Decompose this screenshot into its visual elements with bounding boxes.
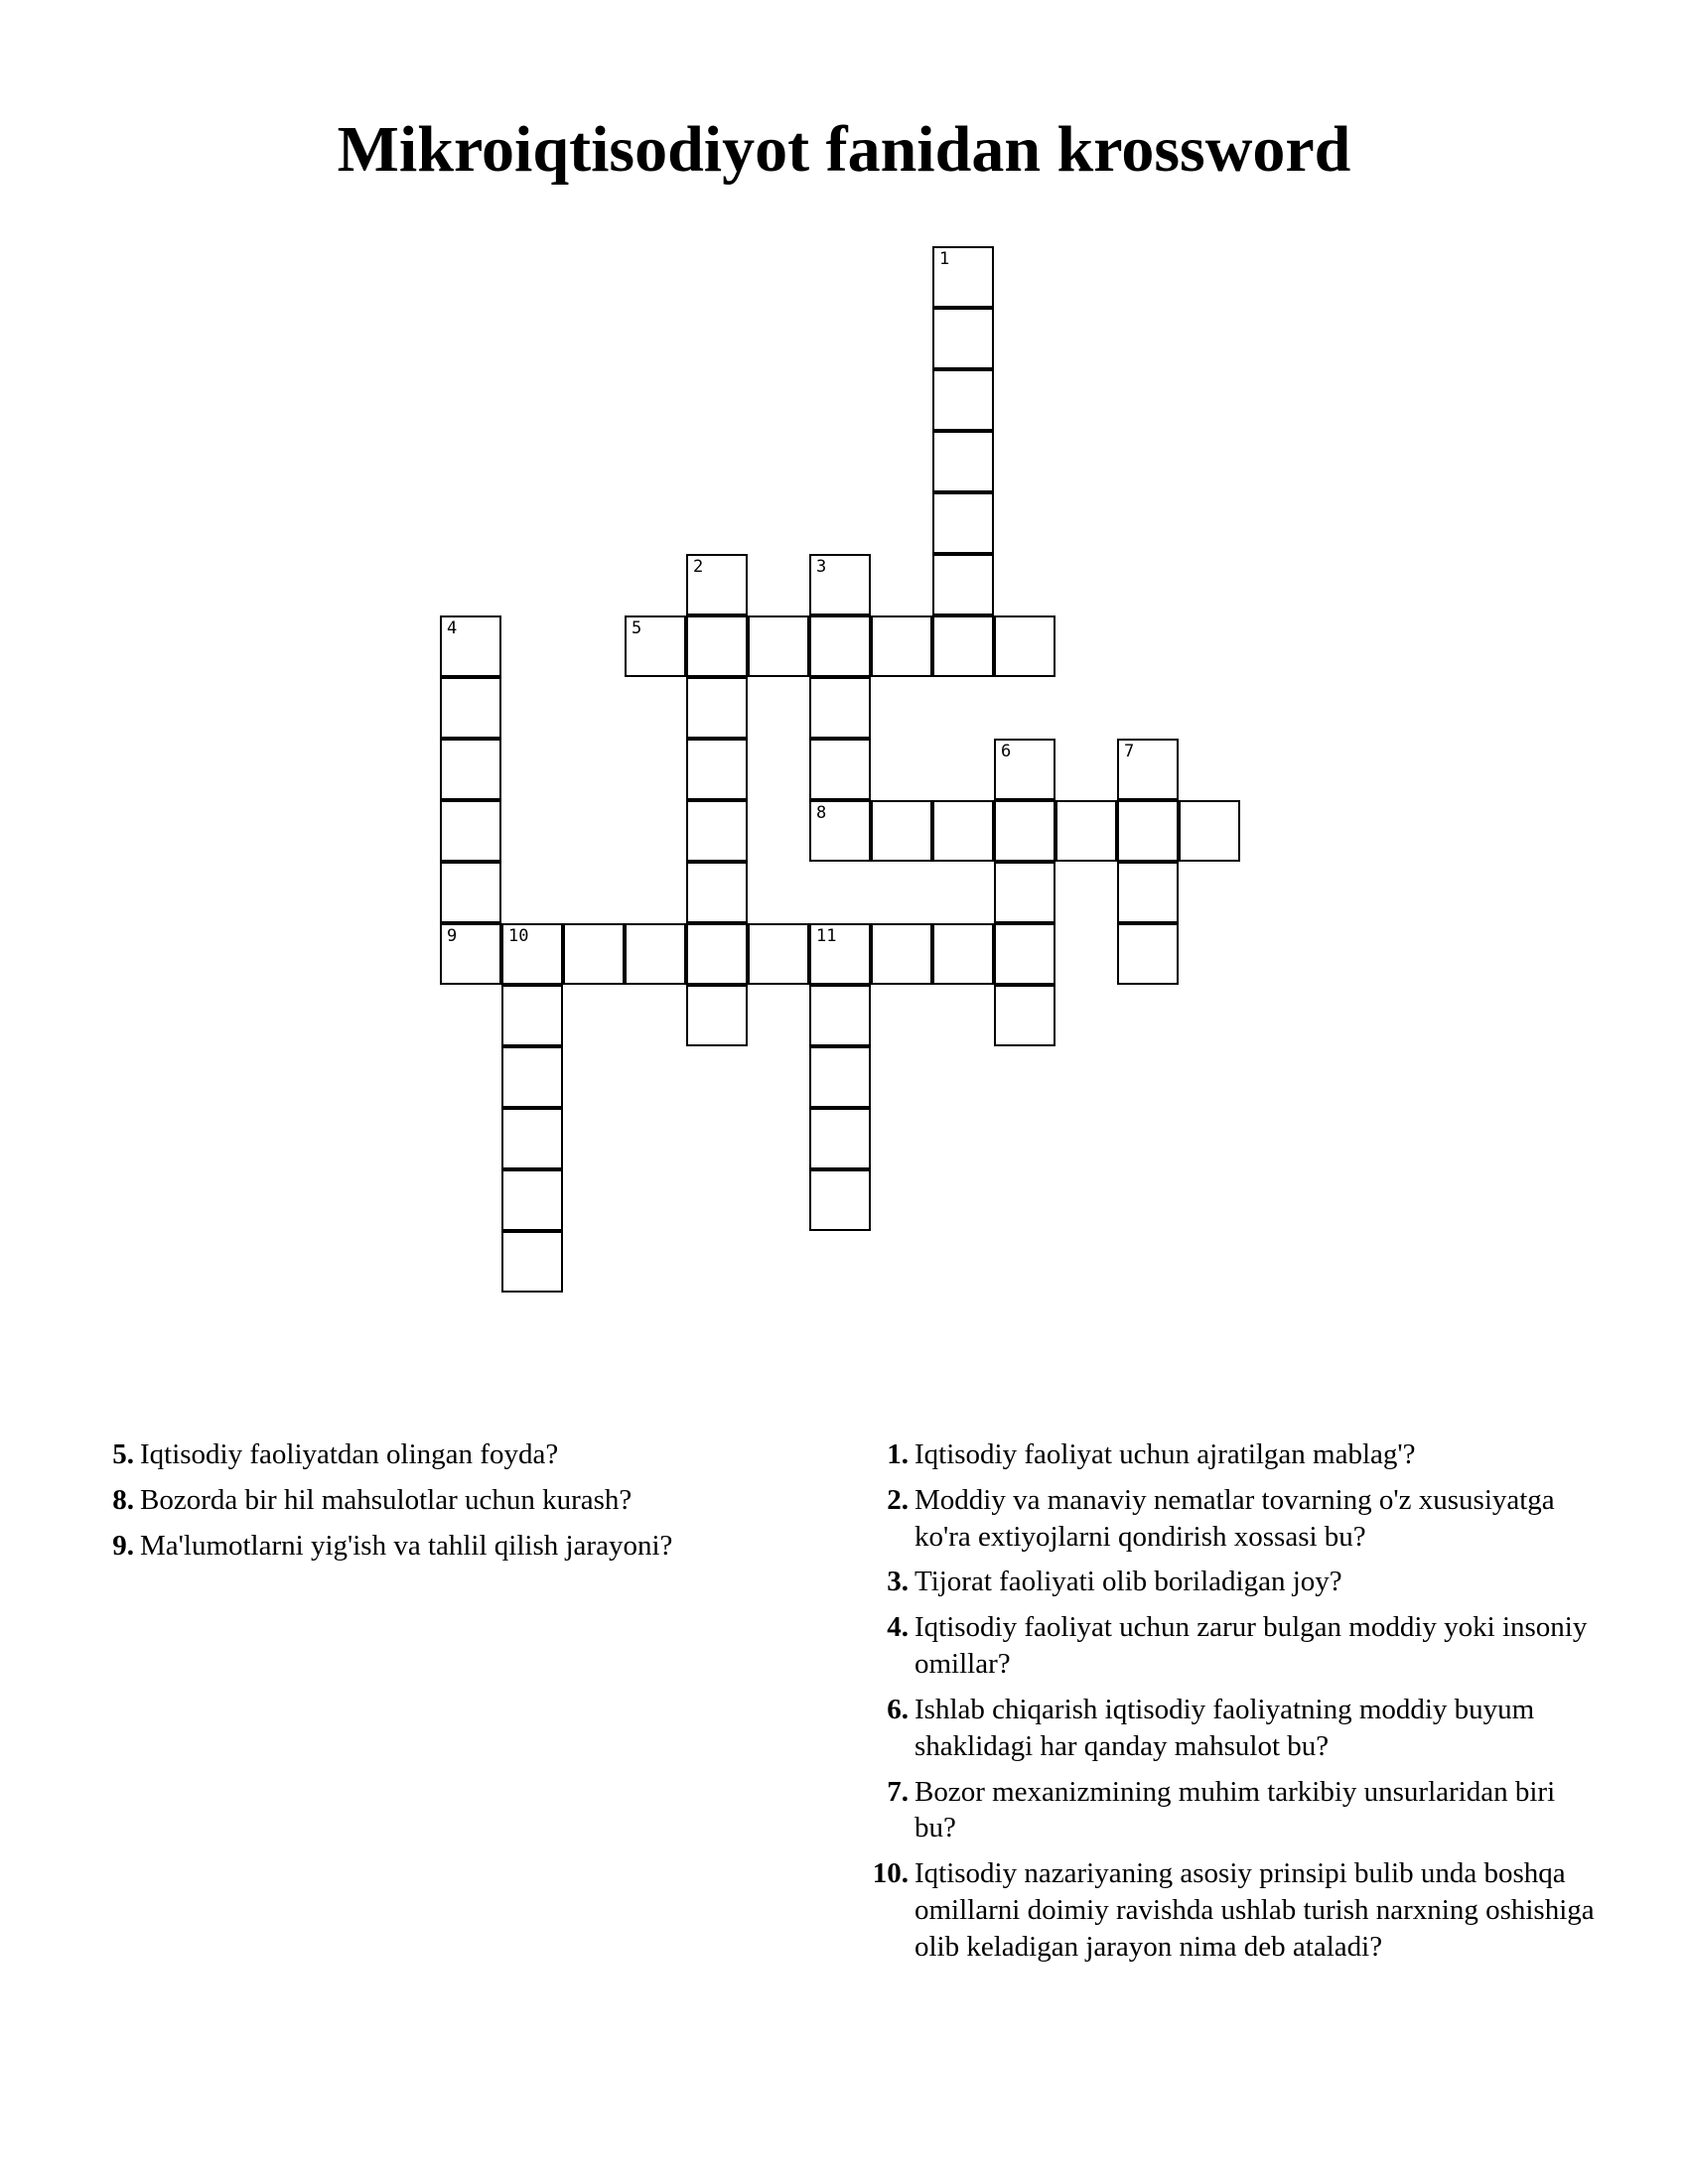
across-clue — [92, 1436, 807, 1473]
crossword-cell[interactable] — [748, 615, 809, 677]
crossword-cell[interactable] — [1117, 862, 1179, 923]
clue-text: Tijorat faoliyati olib boriladigan joy? — [914, 1566, 1342, 1598]
clue-number: 9. — [112, 1529, 134, 1562]
clue-number: 3. — [887, 1566, 909, 1598]
crossword-cell[interactable] — [501, 985, 563, 1046]
clue-number: 3 — [816, 557, 827, 577]
crossword-cell[interactable] — [440, 800, 501, 862]
page-title: Mikroiqtisodiyot fanidan krossword — [337, 113, 1351, 186]
crossword-cell[interactable] — [994, 985, 1055, 1046]
crossword-cell[interactable] — [1117, 739, 1179, 800]
crossword-cell[interactable] — [932, 615, 994, 677]
crossword-cell[interactable] — [1117, 923, 1179, 985]
crossword-cell[interactable] — [686, 862, 748, 923]
crossword-cell[interactable] — [994, 615, 1055, 677]
crossword-cell[interactable] — [994, 739, 1055, 800]
crossword-cell[interactable] — [932, 554, 994, 615]
crossword-cell[interactable] — [501, 923, 563, 985]
down-clue — [867, 1609, 1602, 1683]
crossword-cell[interactable] — [686, 800, 748, 862]
down-clue — [867, 1855, 1602, 1965]
crossword-cell[interactable] — [686, 554, 748, 615]
crossword-cell[interactable] — [501, 1169, 563, 1231]
crossword-cell[interactable] — [440, 739, 501, 800]
down-clue — [867, 1692, 1602, 1765]
crossword-cell[interactable] — [501, 1046, 563, 1108]
crossword-cell[interactable] — [932, 431, 994, 492]
clue-text: Bozor mexanizmining muhim tarkibiy unsurlaridan biri bu? — [914, 1775, 1556, 1844]
crossword-cell[interactable] — [809, 554, 871, 615]
down-clue — [867, 1436, 1602, 1473]
clue-number: 4. — [887, 1611, 909, 1644]
crossword-cell[interactable] — [871, 615, 932, 677]
clue-text: Iqtisodiy faoliyat uchun zarur bulgan moddiy yoki insoniy omillar? — [914, 1611, 1588, 1681]
crossword-cell[interactable] — [809, 1046, 871, 1108]
clue-number: 10. — [872, 1857, 909, 1890]
clue-number: 5. — [112, 1438, 134, 1470]
clue-text: Iqtisodiy faoliyatdan olingan foyda? — [140, 1438, 559, 1470]
crossword-cell[interactable] — [809, 985, 871, 1046]
crossword-cell[interactable] — [440, 677, 501, 739]
crossword-cell[interactable] — [686, 677, 748, 739]
clue-number: 10 — [508, 926, 529, 946]
crossword-cell[interactable] — [440, 862, 501, 923]
clue-number: 2 — [693, 557, 704, 577]
crossword-cell[interactable] — [932, 246, 994, 308]
crossword-cell[interactable] — [501, 1231, 563, 1293]
clue-number: 9 — [447, 926, 458, 946]
crossword-cell[interactable] — [809, 800, 871, 862]
down-clue — [867, 1774, 1602, 1847]
clue-text: Ma'lumotlarni yig'ish va tahlil qilish jarayoni? — [140, 1529, 673, 1562]
down-clues — [867, 1436, 1602, 1975]
crossword-cell[interactable] — [440, 615, 501, 677]
crossword-cell[interactable] — [809, 739, 871, 800]
crossword-cell[interactable] — [871, 923, 932, 985]
crossword-cell[interactable] — [932, 369, 994, 431]
crossword-cell[interactable] — [686, 985, 748, 1046]
clue-number: 5 — [632, 618, 642, 638]
crossword-cell[interactable] — [748, 923, 809, 985]
clue-number: 6 — [1001, 742, 1012, 761]
crossword-cell[interactable] — [686, 739, 748, 800]
clue-number: 11 — [816, 926, 837, 946]
clue-text: Iqtisodiy nazariyaning asosiy prinsipi bulib unda boshqa omillarni doimiy ravishda ushlab turish narxning oshishiga olib keladigan jarayon nima deb ataladi? — [914, 1857, 1595, 1963]
across-clues — [92, 1436, 807, 1572]
crossword-cell[interactable] — [1179, 800, 1240, 862]
crossword-cell[interactable] — [809, 615, 871, 677]
crossword-cell[interactable] — [994, 800, 1055, 862]
clue-number: 1. — [887, 1438, 909, 1470]
crossword-cell[interactable] — [871, 800, 932, 862]
clue-text: Iqtisodiy faoliyat uchun ajratilgan mablag'? — [914, 1438, 1416, 1470]
crossword-cell[interactable] — [625, 923, 686, 985]
crossword-cell[interactable] — [932, 923, 994, 985]
crossword-cell[interactable] — [932, 492, 994, 554]
crossword-cell[interactable] — [686, 923, 748, 985]
crossword-cell[interactable] — [932, 308, 994, 369]
clue-number: 8. — [112, 1483, 134, 1516]
crossword-cell[interactable] — [1117, 800, 1179, 862]
crossword-cell[interactable] — [994, 923, 1055, 985]
clue-number: 7 — [1124, 742, 1135, 761]
clue-text: Moddiy va manaviy nematlar tovarning o'z xususiyatga ko'ra extiyojlarni qondirish xossasi bu? — [914, 1483, 1555, 1553]
down-clue — [867, 1482, 1602, 1556]
crossword-cell[interactable] — [501, 1108, 563, 1169]
clue-number: 4 — [447, 618, 458, 638]
clue-number: 6. — [887, 1693, 909, 1725]
across-clue — [92, 1528, 807, 1565]
down-clue — [867, 1564, 1602, 1600]
crossword-cell[interactable] — [809, 677, 871, 739]
clue-number: 1 — [939, 249, 950, 269]
clue-number: 2. — [887, 1483, 909, 1516]
crossword-cell[interactable] — [563, 923, 625, 985]
crossword-cell[interactable] — [1055, 800, 1117, 862]
clue-number: 8 — [816, 803, 827, 823]
clue-text: Bozorda bir hil mahsulotlar uchun kurash? — [140, 1483, 633, 1516]
crossword-cell[interactable] — [686, 615, 748, 677]
crossword-cell[interactable] — [994, 862, 1055, 923]
across-clue — [92, 1482, 807, 1519]
crossword-cell[interactable] — [809, 923, 871, 985]
clue-text: Ishlab chiqarish iqtisodiy faoliyatning moddiy buyum shaklidagi har qanday mahsulot bu? — [914, 1693, 1535, 1762]
crossword-cell[interactable] — [809, 1108, 871, 1169]
clue-number: 7. — [887, 1775, 909, 1808]
crossword-cell[interactable] — [809, 1169, 871, 1231]
crossword-cell[interactable] — [932, 800, 994, 862]
crossword-cell[interactable] — [625, 615, 686, 677]
crossword-cell[interactable] — [440, 923, 501, 985]
